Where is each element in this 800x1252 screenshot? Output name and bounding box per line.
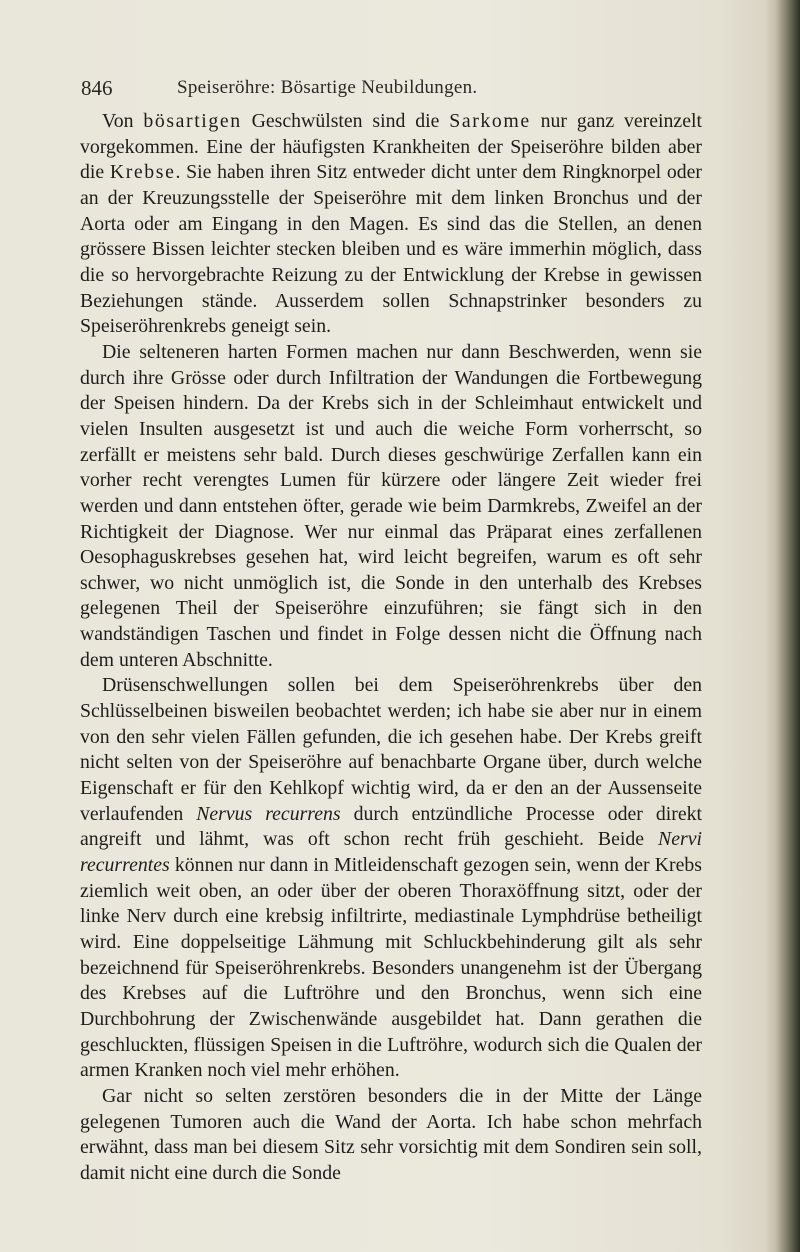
paragraph bbox=[80, 673, 702, 1084]
body-text bbox=[80, 109, 702, 1187]
paragraph bbox=[80, 340, 702, 674]
text-segment: . Sie haben ihren Sitz entweder dicht unter dem Ringknorpel oder an der Kreuzungsstelle der Speiseröhre mit dem linken Bronchus und der Aorta oder am Eingang in den Magen. Es sind das die Stellen, an denen grössere Bissen leichter stecken bleiben und es wäre immerhin möglich, dass die so hervorgebrachte Reizung zu der Entwicklung der Krebse in gewissen Beziehungen stände. Ausserdem sollen Schnapstrinker besonders zu Speiseröhrenkrebs geneigt sein. bbox=[80, 161, 702, 338]
spaced-term: Krebse bbox=[109, 161, 176, 184]
text-segment: nur ganz vereinzelt vorgekommen. Eine der häufigsten Krankheiten der Speiseröhre bilden aber die bbox=[80, 110, 702, 184]
page-header bbox=[81, 76, 701, 104]
paragraph bbox=[80, 109, 702, 340]
text-segment: Die selteneren harten Formen machen nur dann Beschwerden, wenn sie durch ihre Grösse oder durch Infiltration der Wandungen die Fortbewegung der Speisen hindern. Da der Krebs sich in der Schleimhaut entwickelt und vielen Insulten ausgesetzt ist und auch die weiche Form vorherrscht, so zerfällt er meistens sehr bald. Durch dieses geschwürige Zerfallen kann ein vorher recht verengtes Lumen für kürzere oder längere Zeit wieder frei werden und dann entstehen öfter, gerade wie beim Darmkrebs, Zweifel an der Richtigkeit der Diagnose. Wer nur einmal das Präparat eines zerfallenen Oesophaguskrebses gesehen hat, wird leicht begreifen, warum es oft sehr schwer, wo nicht unmöglich ist, die Sonde in den unterhalb des Krebses gelegenen Theil der Speiseröhre einzuführen; sie fängt sich in den wandständigen Taschen und findet in Folge dessen nicht die Öffnung nach dem unteren Abschnitte. bbox=[80, 340, 702, 671]
text-segment: können nur dann in Mitleidenschaft gezogen sein, wenn der Krebs ziemlich weit oben, an oder über der oberen Thoraxöffnung sitzt, oder der linke Nerv durch eine krebsig infiltrirte, mediastinale Lymphdrüse betheiligt wird. Eine doppelseitige Lähmung mit Schluckbehinderung gilt als sehr bezeichnend für Speiseröhrenkrebs. Besonders unangenehm ist der Übergang des Krebses auf die Luftröhre und den Bronchus, wenn sich eine Durchbohrung der Zwischenwände ausgebildet hat. Dann gerathen die geschluckten, flüssigen Speisen in die Luftröhre, wodurch sich die Qualen der armen Kranken noch viel mehr erhöhen. bbox=[80, 854, 702, 1082]
text-segment: durch entzündliche Processe oder direkt angreift und lähmt, was oft schon recht früh geschieht. Beide bbox=[80, 802, 702, 851]
spaced-term: bösartigen bbox=[143, 110, 242, 132]
text-segment: Drüsenschwellungen sollen bei dem Speiseröhrenkrebs über den Schlüsselbeinen bisweilen beobachtet werden; ich habe sie aber nur in einem von den sehr vielen Fällen gefunden, die ich gesehen habe. Der Krebs greift nicht selten von der Speiseröhre auf benachbarte Organe über, durch welche Eigenschaft er für den Kehlkopf wichtig wird, da er den an der Aussenseite verlaufenden bbox=[80, 674, 702, 825]
spaced-term: Sarkome bbox=[449, 110, 531, 132]
italic-term: Nervi recurrentes bbox=[80, 828, 702, 877]
text-segment: Von bbox=[102, 110, 144, 132]
text-segment: Gar nicht so selten zerstören besonders die in der Mitte der Länge gelegenen Tumoren auch die Wand der Aorta. Ich habe schon mehrfach erwähnt, dass man bei diesem Sitz sehr vorsichtig mit dem Sondiren sein soll, damit nicht eine durch die Sonde bbox=[80, 1084, 702, 1184]
running-title: Speiseröhre: Bösartige Neubildungen. bbox=[177, 77, 478, 98]
text-segment: Geschwülsten sind die bbox=[241, 110, 450, 132]
page-number: 846 bbox=[81, 76, 113, 100]
italic-term: Nervus recurrens bbox=[196, 802, 341, 825]
page-edge-shadow bbox=[766, 0, 800, 1252]
paragraph bbox=[80, 1084, 702, 1187]
